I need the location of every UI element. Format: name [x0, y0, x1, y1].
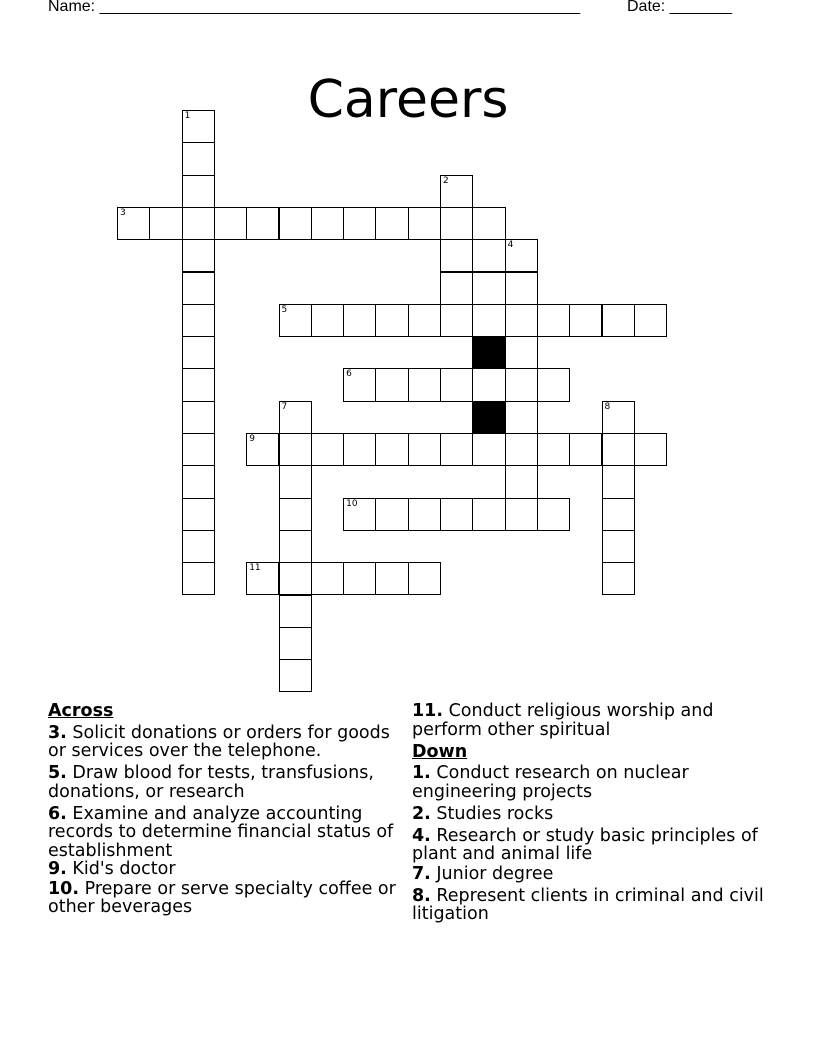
- clue-text: Conduct research on nuclear engineering projects: [412, 763, 689, 802]
- name-field-label: Name: ______________________________________________________: [48, 0, 581, 15]
- crossword-cell[interactable]: [408, 498, 441, 531]
- crossword-cell[interactable]: [440, 368, 473, 401]
- crossword-cell[interactable]: [505, 239, 538, 272]
- crossword-cell[interactable]: [311, 562, 344, 595]
- crossword-black-cell: [472, 401, 505, 434]
- crossword-cell[interactable]: [505, 498, 538, 531]
- crossword-black-cell: [472, 336, 505, 369]
- clue-text: Junior degree: [430, 863, 554, 884]
- crossword-cell[interactable]: [537, 433, 570, 466]
- cell-number: 2: [443, 175, 449, 186]
- crossword-cell[interactable]: [569, 433, 602, 466]
- crossword-cell[interactable]: [440, 272, 473, 305]
- crossword-cell[interactable]: [182, 530, 215, 563]
- clue-text: Conduct religious worship and perform other spiritual: [412, 701, 714, 740]
- down-clue: [412, 865, 772, 884]
- crossword-cell[interactable]: [440, 175, 473, 208]
- clue-number: 11.: [412, 701, 444, 721]
- crossword-cell[interactable]: [440, 433, 473, 466]
- crossword-cell[interactable]: [343, 207, 376, 240]
- clue-number: 8.: [412, 885, 431, 906]
- crossword-cell[interactable]: [182, 336, 215, 369]
- crossword-cell[interactable]: [246, 562, 279, 595]
- crossword-cell[interactable]: [182, 110, 215, 143]
- crossword-cell[interactable]: [279, 659, 312, 692]
- crossword-cell[interactable]: [505, 401, 538, 434]
- down-clue: [412, 827, 772, 864]
- crossword-cell[interactable]: [472, 207, 505, 240]
- across-clue: [48, 860, 408, 879]
- clue-text: Represent clients in criminal and civil litigation: [412, 885, 764, 924]
- crossword-cell[interactable]: [343, 304, 376, 337]
- crossword-cell[interactable]: [343, 368, 376, 401]
- crossword-cell[interactable]: [343, 498, 376, 531]
- crossword-cell[interactable]: [182, 207, 215, 240]
- crossword-cell[interactable]: [279, 562, 312, 595]
- crossword-cell[interactable]: [279, 465, 312, 498]
- crossword-cell[interactable]: [440, 304, 473, 337]
- crossword-cell[interactable]: [149, 207, 182, 240]
- crossword-cell[interactable]: [375, 433, 408, 466]
- crossword-cell[interactable]: [279, 498, 312, 531]
- crossword-cell[interactable]: [408, 207, 441, 240]
- across-clue: [412, 702, 772, 739]
- crossword-cell[interactable]: [182, 368, 215, 401]
- crossword-cell[interactable]: [505, 272, 538, 305]
- across-clue: [48, 764, 408, 801]
- crossword-cell[interactable]: [408, 304, 441, 337]
- crossword-cell[interactable]: [602, 465, 635, 498]
- clue-text: Draw blood for tests, transfusions, donations, or research: [48, 763, 374, 802]
- crossword-cell[interactable]: [472, 272, 505, 305]
- crossword-cell[interactable]: [375, 368, 408, 401]
- crossword-cell[interactable]: [182, 498, 215, 531]
- crossword-cell[interactable]: [537, 304, 570, 337]
- crossword-cell[interactable]: [311, 207, 344, 240]
- crossword-cell[interactable]: [634, 304, 667, 337]
- crossword-cell[interactable]: [214, 207, 247, 240]
- crossword-cell[interactable]: [472, 304, 505, 337]
- crossword-cell[interactable]: [279, 401, 312, 434]
- clue-number: 7.: [412, 863, 431, 884]
- crossword-cell[interactable]: [440, 207, 473, 240]
- crossword-cell[interactable]: [505, 368, 538, 401]
- cell-number: 7: [281, 401, 288, 412]
- cell-number: 6: [346, 369, 352, 380]
- clue-number: 4.: [412, 825, 431, 846]
- cell-number: 5: [281, 304, 288, 315]
- clue-number: 10.: [48, 878, 80, 899]
- crossword-cell[interactable]: [343, 562, 376, 595]
- crossword-cell[interactable]: [537, 498, 570, 531]
- crossword-cell[interactable]: [440, 239, 473, 272]
- clue-number: 3.: [48, 722, 67, 743]
- clue-text: Studies rocks: [430, 803, 554, 824]
- cell-number: 3: [120, 207, 126, 218]
- crossword-cell[interactable]: [182, 401, 215, 434]
- crossword-cell[interactable]: [602, 304, 635, 337]
- crossword-cell[interactable]: [408, 562, 441, 595]
- crossword-cell[interactable]: [246, 207, 279, 240]
- clue-text: Solicit donations or orders for goods or services over the telephone.: [48, 722, 390, 761]
- crossword-cell[interactable]: [182, 562, 215, 595]
- across-clue: [48, 880, 408, 917]
- crossword-cell[interactable]: [537, 368, 570, 401]
- clues-right-column: [412, 700, 772, 927]
- crossword-cell[interactable]: [375, 207, 408, 240]
- clue-number: 1.: [412, 763, 431, 783]
- crossword-cell[interactable]: [602, 401, 635, 434]
- crossword-cell[interactable]: [182, 239, 215, 272]
- crossword-cell[interactable]: [602, 530, 635, 563]
- crossword-cell[interactable]: [279, 595, 312, 628]
- crossword-cell[interactable]: [375, 562, 408, 595]
- crossword-cell[interactable]: [602, 562, 635, 595]
- crossword-cell[interactable]: [408, 368, 441, 401]
- clue-number: 9.: [48, 859, 67, 879]
- cell-number: 9: [249, 434, 255, 444]
- crossword-cell[interactable]: [279, 433, 312, 466]
- crossword-cell[interactable]: [602, 433, 635, 466]
- crossword-cell[interactable]: [117, 207, 150, 240]
- clue-text: Prepare or serve specialty coffee or other beverages: [48, 878, 396, 917]
- crossword-cell[interactable]: [182, 142, 215, 175]
- down-clue: [412, 805, 772, 824]
- clue-text: Examine and analyze accounting records to determine financial status of establishment: [48, 803, 394, 861]
- cell-number: 10: [346, 498, 358, 509]
- crossword-cell[interactable]: [602, 498, 635, 531]
- crossword-cell[interactable]: [375, 304, 408, 337]
- crossword-cell[interactable]: [505, 336, 538, 369]
- crossword-cell[interactable]: [343, 433, 376, 466]
- crossword-cell[interactable]: [634, 433, 667, 466]
- crossword-cell[interactable]: [505, 465, 538, 498]
- crossword-cell[interactable]: [182, 465, 215, 498]
- across-heading: Across: [48, 701, 114, 721]
- crossword-cell[interactable]: [472, 239, 505, 272]
- puzzle-title: Careers: [307, 69, 509, 130]
- crossword-cell[interactable]: [440, 498, 473, 531]
- crossword-cell[interactable]: [472, 433, 505, 466]
- date-field-label: Date: _______: [627, 0, 732, 15]
- crossword-cell[interactable]: [182, 433, 215, 466]
- cell-number: 4: [507, 240, 514, 251]
- cell-number: 8: [604, 401, 611, 412]
- crossword-cell[interactable]: [569, 304, 602, 337]
- crossword-cell[interactable]: [279, 304, 312, 337]
- crossword-cell[interactable]: [505, 433, 538, 466]
- crossword-cell[interactable]: [279, 627, 312, 660]
- crossword-cell[interactable]: [375, 498, 408, 531]
- cell-number: 1: [184, 111, 191, 121]
- crossword-cell[interactable]: [279, 530, 312, 563]
- crossword-cell[interactable]: [472, 368, 505, 401]
- crossword-cell[interactable]: [311, 304, 344, 337]
- down-clue: [412, 764, 772, 801]
- crossword-cell[interactable]: [505, 304, 538, 337]
- clue-number: 6.: [48, 803, 67, 824]
- crossword-cell[interactable]: [408, 433, 441, 466]
- crossword-cell[interactable]: [246, 433, 279, 466]
- down-clue: [412, 887, 772, 924]
- clue-text: Research or study basic principles of plant and animal life: [412, 825, 758, 864]
- across-clue: [48, 724, 408, 761]
- clue-number: 5.: [48, 763, 67, 783]
- down-heading: Down: [412, 741, 468, 762]
- crossword-cell[interactable]: [472, 498, 505, 531]
- crossword-cell[interactable]: [182, 272, 215, 305]
- across-clue: [48, 805, 408, 861]
- crossword-cell[interactable]: [182, 304, 215, 337]
- crossword-cell[interactable]: [279, 207, 312, 240]
- clues-left-column: [48, 700, 408, 920]
- crossword-cell[interactable]: [182, 175, 215, 208]
- clue-text: Kid's doctor: [66, 859, 176, 879]
- clue-number: 2.: [412, 803, 431, 824]
- crossword-cell[interactable]: [311, 433, 344, 466]
- cell-number: 11: [249, 563, 261, 574]
